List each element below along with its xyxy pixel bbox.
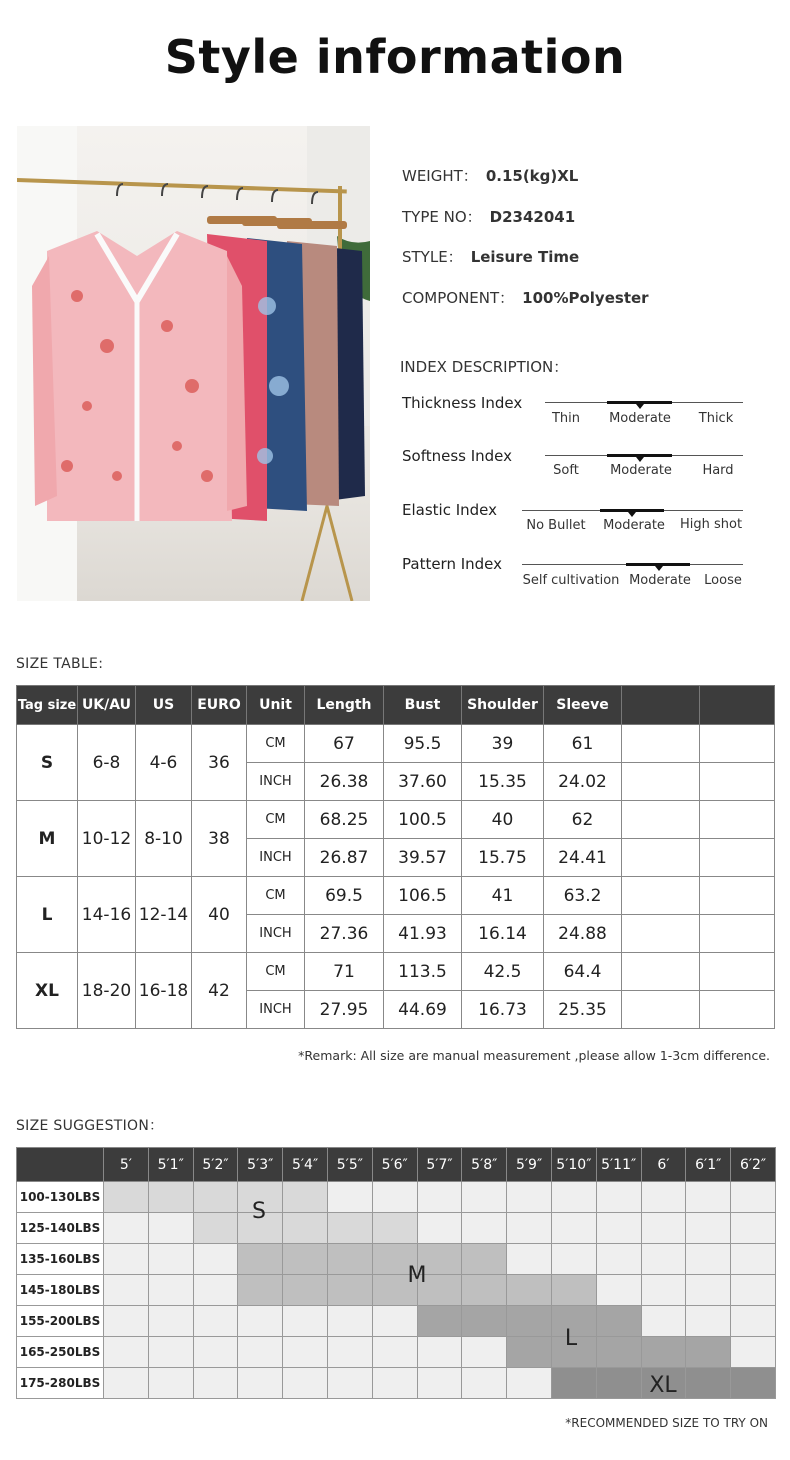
bust-cell: 37.60 xyxy=(384,763,462,801)
clothing-rack-image xyxy=(17,126,370,601)
style-label: STYLE： xyxy=(402,248,463,266)
sleeve-cell: 64.4 xyxy=(544,953,622,991)
table-row xyxy=(17,1275,776,1306)
size-grid-cell xyxy=(148,1182,193,1213)
size-grid-cell xyxy=(104,1213,149,1244)
shoulder-cell: 15.75 xyxy=(462,839,544,877)
size-grid-cell xyxy=(507,1182,552,1213)
size-grid-cell xyxy=(193,1337,238,1368)
size-grid-cell xyxy=(731,1368,776,1399)
size-grid-cell xyxy=(731,1337,776,1368)
elastic-index-high: High shot xyxy=(679,517,743,532)
size-grid-cell xyxy=(327,1182,372,1213)
length-cell: 67 xyxy=(305,725,384,763)
euro-cell: 38 xyxy=(192,801,247,877)
pattern-index-label: Pattern Index xyxy=(402,555,503,573)
weight-range-cell: 135-160LBS xyxy=(17,1244,104,1275)
tag-size-cell: L xyxy=(17,877,78,953)
softness-index-low: Soft xyxy=(553,463,579,478)
size-grid-cell xyxy=(238,1306,283,1337)
size-grid-cell xyxy=(507,1275,552,1306)
elastic-index-label: Elastic Index xyxy=(402,501,498,519)
blank-cell xyxy=(700,953,775,991)
size-grid-cell xyxy=(327,1275,372,1306)
size-grid-cell xyxy=(596,1337,641,1368)
unit-cell: INCH xyxy=(247,763,305,801)
bust-cell: 41.93 xyxy=(384,915,462,953)
size-grid-cell xyxy=(193,1275,238,1306)
size-grid-cell xyxy=(238,1244,283,1275)
table-row xyxy=(17,1244,776,1275)
header-sleeve: Sleeve xyxy=(544,686,622,725)
height-header-cell: 6′ xyxy=(641,1148,686,1182)
header-euro: EURO xyxy=(192,686,247,725)
sleeve-cell: 24.41 xyxy=(544,839,622,877)
height-header-cell: 5′ xyxy=(104,1148,149,1182)
size-grid-cell xyxy=(731,1213,776,1244)
size-table xyxy=(16,685,775,1029)
shoulder-cell: 40 xyxy=(462,801,544,839)
weight-range-cell: 125-140LBS xyxy=(17,1213,104,1244)
header-length: Length xyxy=(305,686,384,725)
size-grid-cell xyxy=(104,1337,149,1368)
table-row xyxy=(17,801,775,839)
size-grid-cell xyxy=(551,1275,596,1306)
blank-cell xyxy=(622,763,700,801)
blank-cell xyxy=(622,725,700,763)
blank-cell xyxy=(700,725,775,763)
size-grid-cell xyxy=(462,1368,507,1399)
elastic-index-low: No Bullet xyxy=(526,518,586,533)
size-grid-cell xyxy=(193,1306,238,1337)
component-value: 100%Polyester xyxy=(522,289,649,307)
weight-label: WEIGHT： xyxy=(402,167,478,185)
unit-cell: INCH xyxy=(247,839,305,877)
tag-size-cell: S xyxy=(17,725,78,801)
softness-index-pointer-icon xyxy=(636,457,644,462)
bust-cell: 113.5 xyxy=(384,953,462,991)
sleeve-cell: 24.88 xyxy=(544,915,622,953)
size-grid-cell xyxy=(327,1368,372,1399)
blank-cell xyxy=(622,991,700,1029)
weight-range-cell: 165-250LBS xyxy=(17,1337,104,1368)
size-grid-cell xyxy=(148,1275,193,1306)
length-cell: 26.87 xyxy=(305,839,384,877)
thickness-index-mid: Moderate xyxy=(609,411,671,426)
size-grid-cell xyxy=(372,1213,417,1244)
zone-label-l: L xyxy=(564,1326,578,1351)
size-grid-cell xyxy=(462,1337,507,1368)
size-grid-cell xyxy=(462,1213,507,1244)
measurement-remark: *Remark: All size are manual measurement ,please allow 1-3cm difference. xyxy=(298,1048,770,1063)
height-header-cell: 5′2″ xyxy=(193,1148,238,1182)
size-grid-cell xyxy=(148,1306,193,1337)
size-grid-cell xyxy=(372,1337,417,1368)
size-grid-cell xyxy=(731,1275,776,1306)
softness-index-label: Softness Index xyxy=(402,447,513,465)
size-grid-cell xyxy=(507,1213,552,1244)
size-grid-cell xyxy=(417,1306,462,1337)
style-row xyxy=(402,246,579,267)
size-grid-cell xyxy=(641,1244,686,1275)
softness-index-mid: Moderate xyxy=(610,463,672,478)
size-grid-cell xyxy=(686,1244,731,1275)
size-grid-cell xyxy=(596,1213,641,1244)
size-grid-cell xyxy=(462,1306,507,1337)
us-cell: 8-10 xyxy=(136,801,192,877)
height-header-cell: 5′1″ xyxy=(148,1148,193,1182)
size-grid-cell xyxy=(686,1368,731,1399)
size-grid-cell xyxy=(193,1182,238,1213)
size-grid-cell xyxy=(551,1368,596,1399)
size-grid-cell xyxy=(148,1213,193,1244)
sleeve-cell: 62 xyxy=(544,801,622,839)
size-grid-cell xyxy=(507,1244,552,1275)
unit-cell: CM xyxy=(247,801,305,839)
weight-range-cell: 175-280LBS xyxy=(17,1368,104,1399)
size-grid-cell xyxy=(327,1337,372,1368)
table-row xyxy=(17,1182,776,1213)
product-photo xyxy=(17,126,370,601)
size-grid-cell xyxy=(104,1275,149,1306)
us-cell: 12-14 xyxy=(136,877,192,953)
softness-index-high: Hard xyxy=(702,463,734,478)
blank-cell xyxy=(700,763,775,801)
tag-size-cell: XL xyxy=(17,953,78,1029)
size-grid-cell xyxy=(462,1275,507,1306)
height-header-cell: 5′4″ xyxy=(283,1148,328,1182)
bust-cell: 39.57 xyxy=(384,839,462,877)
size-grid-cell xyxy=(641,1306,686,1337)
shoulder-cell: 15.35 xyxy=(462,763,544,801)
size-grid-cell xyxy=(104,1306,149,1337)
shoulder-cell: 16.14 xyxy=(462,915,544,953)
weight-row xyxy=(402,165,578,186)
length-cell: 27.95 xyxy=(305,991,384,1029)
shoulder-cell: 39 xyxy=(462,725,544,763)
size-grid-cell xyxy=(686,1337,731,1368)
unit-cell: CM xyxy=(247,877,305,915)
table-row xyxy=(17,1306,776,1337)
type-row xyxy=(402,206,575,227)
shoulder-cell: 41 xyxy=(462,877,544,915)
header-shoulder: Shoulder xyxy=(462,686,544,725)
weight-range-cell: 155-200LBS xyxy=(17,1306,104,1337)
pattern-index-mid: Moderate xyxy=(629,573,691,588)
sleeve-cell: 63.2 xyxy=(544,877,622,915)
size-grid-cell xyxy=(283,1244,328,1275)
table-row xyxy=(17,1213,776,1244)
header-blank-2 xyxy=(700,686,775,725)
size-grid-cell xyxy=(193,1244,238,1275)
size-grid-cell xyxy=(104,1368,149,1399)
header-tag-size: Tag size xyxy=(17,686,78,725)
size-grid-cell xyxy=(596,1182,641,1213)
size-grid-cell xyxy=(283,1213,328,1244)
blank-cell xyxy=(622,839,700,877)
thickness-index-label: Thickness Index xyxy=(402,394,523,412)
size-grid-cell xyxy=(372,1182,417,1213)
sleeve-cell: 24.02 xyxy=(544,763,622,801)
index-description-heading: INDEX DESCRIPTION： xyxy=(400,358,569,376)
height-header-cell: 6′2″ xyxy=(731,1148,776,1182)
tag-size-cell: M xyxy=(17,801,78,877)
pattern-index-low: Self cultivation xyxy=(522,573,620,588)
table-row xyxy=(17,877,775,915)
size-grid-cell xyxy=(596,1275,641,1306)
blank-cell xyxy=(622,953,700,991)
size-grid-cell xyxy=(283,1368,328,1399)
recommended-size-note: *RECOMMENDED SIZE TO TRY ON xyxy=(565,1416,768,1430)
size-grid-cell xyxy=(283,1337,328,1368)
component-row xyxy=(402,287,649,308)
euro-cell: 42 xyxy=(192,953,247,1029)
pattern-index-pointer-icon xyxy=(655,566,663,571)
header-blank-1 xyxy=(622,686,700,725)
uk-au-cell: 18-20 xyxy=(78,953,136,1029)
blank-cell xyxy=(700,877,775,915)
blank-cell xyxy=(700,839,775,877)
header-unit: Unit xyxy=(247,686,305,725)
component-label: COMPONENT： xyxy=(402,289,515,307)
size-grid-cell xyxy=(327,1306,372,1337)
weight-range-cell: 145-180LBS xyxy=(17,1275,104,1306)
size-grid-cell xyxy=(238,1275,283,1306)
size-grid-cell xyxy=(417,1368,462,1399)
unit-cell: INCH xyxy=(247,991,305,1029)
size-grid-cell xyxy=(417,1337,462,1368)
corner-header-cell xyxy=(17,1148,104,1182)
thickness-index-high: Thick xyxy=(698,411,734,426)
size-grid-cell xyxy=(641,1275,686,1306)
thickness-index-pointer-icon xyxy=(636,404,644,409)
size-grid-cell xyxy=(596,1306,641,1337)
height-header-cell: 5′6″ xyxy=(372,1148,417,1182)
elastic-index-mid: Moderate xyxy=(603,518,665,533)
size-grid-cell xyxy=(641,1213,686,1244)
size-grid-cell xyxy=(327,1213,372,1244)
elastic-index-pointer-icon xyxy=(628,512,636,517)
height-header-cell: 5′10″ xyxy=(551,1148,596,1182)
size-suggestion-table xyxy=(16,1147,776,1399)
height-header-cell: 5′7″ xyxy=(417,1148,462,1182)
height-header-cell: 5′11″ xyxy=(596,1148,641,1182)
table-row xyxy=(17,725,775,763)
size-grid-cell xyxy=(283,1306,328,1337)
header-bust: Bust xyxy=(384,686,462,725)
size-suggestion-label: SIZE SUGGESTION： xyxy=(16,1118,164,1134)
size-grid-cell xyxy=(193,1213,238,1244)
size-grid-cell xyxy=(596,1368,641,1399)
sleeve-cell: 25.35 xyxy=(544,991,622,1029)
size-grid-cell xyxy=(507,1306,552,1337)
bust-cell: 44.69 xyxy=(384,991,462,1029)
size-grid-cell xyxy=(372,1306,417,1337)
height-header-cell: 5′9″ xyxy=(507,1148,552,1182)
uk-au-cell: 6-8 xyxy=(78,725,136,801)
zone-label-m: M xyxy=(407,1263,427,1288)
length-cell: 68.25 xyxy=(305,801,384,839)
header-us: US xyxy=(136,686,192,725)
size-grid-cell xyxy=(104,1182,149,1213)
length-cell: 26.38 xyxy=(305,763,384,801)
size-grid-cell xyxy=(417,1213,462,1244)
zone-label-xl: XL xyxy=(649,1373,677,1398)
blank-cell xyxy=(700,801,775,839)
size-grid-cell xyxy=(417,1182,462,1213)
size-grid-cell xyxy=(731,1244,776,1275)
blank-cell xyxy=(700,991,775,1029)
size-grid-cell xyxy=(686,1306,731,1337)
height-header-cell: 5′5″ xyxy=(327,1148,372,1182)
size-grid-cell xyxy=(551,1213,596,1244)
shoulder-cell: 42.5 xyxy=(462,953,544,991)
blank-cell xyxy=(622,877,700,915)
height-header-cell: 5′3″ xyxy=(238,1148,283,1182)
weight-range-cell: 100-130LBS xyxy=(17,1182,104,1213)
size-grid-cell xyxy=(372,1368,417,1399)
size-grid-cell xyxy=(731,1306,776,1337)
sleeve-cell: 61 xyxy=(544,725,622,763)
height-header-cell: 6′1″ xyxy=(686,1148,731,1182)
size-grid-cell xyxy=(283,1182,328,1213)
size-grid-cell xyxy=(507,1337,552,1368)
size-grid-cell xyxy=(596,1244,641,1275)
size-grid-cell xyxy=(462,1244,507,1275)
uk-au-cell: 14-16 xyxy=(78,877,136,953)
us-cell: 16-18 xyxy=(136,953,192,1029)
table-row xyxy=(17,1337,776,1368)
size-grid-cell xyxy=(148,1337,193,1368)
size-grid-cell xyxy=(238,1368,283,1399)
size-grid-cell xyxy=(148,1244,193,1275)
weight-value: 0.15(kg)XL xyxy=(485,167,579,185)
size-grid-cell xyxy=(327,1244,372,1275)
unit-cell: CM xyxy=(247,725,305,763)
uk-au-cell: 10-12 xyxy=(78,801,136,877)
size-grid-cell xyxy=(641,1182,686,1213)
height-header-row xyxy=(17,1148,776,1182)
pattern-index-high: Loose xyxy=(704,573,742,588)
page-title: Style information xyxy=(164,30,626,84)
type-label: TYPE NO： xyxy=(402,208,482,226)
bust-cell: 95.5 xyxy=(384,725,462,763)
table-row xyxy=(17,953,775,991)
size-grid-cell xyxy=(507,1368,552,1399)
length-cell: 69.5 xyxy=(305,877,384,915)
size-grid-cell xyxy=(104,1244,149,1275)
blank-cell xyxy=(622,801,700,839)
size-grid-cell xyxy=(283,1275,328,1306)
zone-label-s: S xyxy=(252,1199,266,1224)
size-grid-cell xyxy=(686,1182,731,1213)
thickness-index-low: Thin xyxy=(551,411,581,426)
euro-cell: 40 xyxy=(192,877,247,953)
unit-cell: CM xyxy=(247,953,305,991)
size-grid-cell xyxy=(551,1244,596,1275)
size-grid-cell xyxy=(686,1275,731,1306)
header-uk-au: UK/AU xyxy=(78,686,136,725)
size-grid-cell xyxy=(148,1368,193,1399)
size-grid-cell xyxy=(238,1337,283,1368)
type-value: D2342041 xyxy=(489,208,576,226)
size-table-label: SIZE TABLE: xyxy=(16,656,104,672)
size-grid-cell xyxy=(731,1182,776,1213)
size-grid-cell xyxy=(193,1368,238,1399)
length-cell: 27.36 xyxy=(305,915,384,953)
blank-cell xyxy=(700,915,775,953)
style-value: Leisure Time xyxy=(470,248,580,266)
euro-cell: 36 xyxy=(192,725,247,801)
bust-cell: 100.5 xyxy=(384,801,462,839)
unit-cell: INCH xyxy=(247,915,305,953)
blank-cell xyxy=(622,915,700,953)
bust-cell: 106.5 xyxy=(384,877,462,915)
size-grid-cell xyxy=(641,1337,686,1368)
size-grid-cell xyxy=(462,1182,507,1213)
size-grid-cell xyxy=(551,1182,596,1213)
size-table-header-row xyxy=(17,686,775,725)
length-cell: 71 xyxy=(305,953,384,991)
size-grid-cell xyxy=(686,1213,731,1244)
shoulder-cell: 16.73 xyxy=(462,991,544,1029)
us-cell: 4-6 xyxy=(136,725,192,801)
height-header-cell: 5′8″ xyxy=(462,1148,507,1182)
